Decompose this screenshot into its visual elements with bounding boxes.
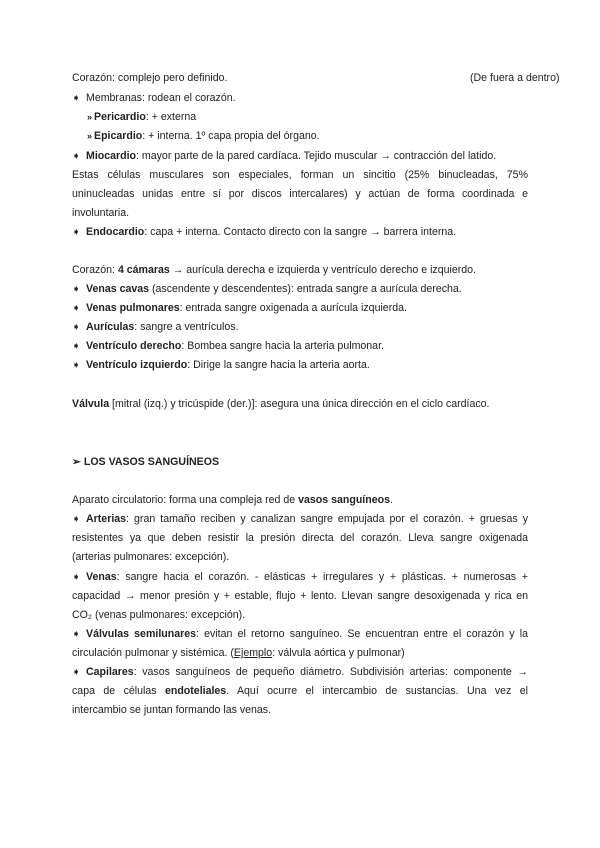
chambers-count: 4 cámaras bbox=[117, 264, 170, 276]
chambers-intro bbox=[72, 264, 528, 277]
bullet-icon: ➧ bbox=[72, 360, 81, 371]
semilunares-item bbox=[72, 628, 528, 641]
pericardio-label: Pericardio bbox=[94, 111, 146, 123]
endocardio-text: : capa + interna. Contacto directo con la sangre → barrera interna. bbox=[144, 226, 457, 238]
item-label: Venas cavas bbox=[86, 283, 150, 295]
list-item bbox=[72, 302, 528, 315]
venas-item bbox=[72, 571, 528, 584]
item-text: : entrada sangre oxigenada a aurícula izquierda. bbox=[179, 302, 407, 314]
bullet-icon: ➧ bbox=[72, 93, 81, 104]
section-heading bbox=[72, 456, 528, 469]
membranas-label: Membranas bbox=[86, 92, 142, 104]
arterias-text: : gran tamaño reciben y canalizan sangre empujada por el corazón. + gruesas y bbox=[126, 513, 528, 525]
miocardio-item bbox=[72, 150, 528, 163]
item-text: : sangre a ventrículos. bbox=[134, 321, 239, 333]
sub-bullet-icon: » bbox=[86, 112, 92, 122]
chambers-intro-c: → aurícula derecha e izquierda y ventrículo derecho e izquierdo. bbox=[169, 264, 476, 276]
bullet-icon: ➧ bbox=[72, 341, 81, 352]
capilares-item bbox=[72, 666, 528, 679]
item-text: : Bombea sangre hacia la arteria pulmonar. bbox=[181, 340, 384, 352]
list-item bbox=[72, 283, 528, 296]
capilares-line-2 bbox=[72, 685, 528, 698]
miocardio-line-4: involuntaria. bbox=[72, 207, 130, 219]
heart-intro-line bbox=[72, 72, 560, 85]
semilunares-line-2c: : válvula aórtica y pulmonar) bbox=[272, 647, 405, 659]
heading-text: LOS VASOS SANGUÍNEOS bbox=[83, 456, 220, 468]
bullet-icon: ➧ bbox=[72, 629, 81, 640]
miocardio-line-2: Estas células musculares son especiales, forman un sincitio (25% binucleadas, 75% bbox=[72, 169, 528, 181]
arterias-item bbox=[72, 513, 528, 526]
semilunares-text: : evitan el retorno sanguíneo. Se encuentran entre el corazón y la bbox=[196, 628, 528, 640]
membranas-item bbox=[72, 92, 528, 105]
venas-line-3: CO₂ (venas pulmonares: excepción). bbox=[72, 609, 246, 621]
arterias-line-3: (arterias pulmonares: excepción). bbox=[72, 551, 230, 563]
semilunares-line-2a: circulación pulmonar y sistémica. ( bbox=[72, 647, 234, 659]
capilares-text: : vasos sanguíneos de pequeño diámetro. Subdivisión arterias: componente → bbox=[133, 666, 528, 678]
miocardio-text: : mayor parte de la pared cardíaca. Tejido muscular → contracción del latido. bbox=[136, 150, 497, 162]
item-text: (ascendente y descendentes): entrada sangre a aurícula derecha. bbox=[149, 283, 462, 295]
bullet-icon: ➧ bbox=[72, 514, 81, 525]
capilares-label: Capilares bbox=[86, 666, 134, 678]
circulatory-intro-a: Aparato circulatorio: forma una compleja red de bbox=[72, 494, 299, 506]
pericardio-text: : + externa bbox=[145, 111, 197, 123]
item-text: : Dirige la sangre hacia la arteria aorta. bbox=[187, 359, 370, 371]
item-label: Venas pulmonares bbox=[86, 302, 180, 314]
sub-bullet-icon: » bbox=[86, 131, 92, 141]
list-item bbox=[72, 340, 528, 353]
bullet-icon: ➧ bbox=[72, 667, 81, 678]
semilunares-line-2 bbox=[72, 647, 528, 660]
heart-intro: Corazón: complejo pero definido. bbox=[72, 72, 228, 84]
item-label: Ventrículo derecho bbox=[86, 340, 182, 352]
miocardio-line-3: uninucleadas unidas entre sí por discos intercalares) y actúan de forma coordinada e bbox=[72, 188, 528, 200]
circulatory-intro-b: vasos sanguíneos bbox=[298, 494, 390, 506]
item-label: Ventrículo izquierdo bbox=[86, 359, 188, 371]
bullet-icon: ➧ bbox=[72, 572, 81, 583]
example-label: Ejemplo bbox=[233, 647, 273, 659]
endocardio-item bbox=[72, 226, 528, 239]
pericardio-item bbox=[72, 111, 528, 124]
valvula-line bbox=[72, 398, 528, 411]
chambers-intro-a: Corazón: bbox=[72, 264, 118, 276]
venas-label: Venas bbox=[86, 571, 117, 583]
semilunares-label: Válvulas semilunares bbox=[86, 628, 196, 640]
arterias-line-2: resistentes ya que deben resistir la presión directa del corazón. Lleva sangre oxigenada bbox=[72, 532, 528, 544]
list-item bbox=[72, 321, 528, 334]
bullet-icon: ➧ bbox=[72, 284, 81, 295]
capilares-line-2c: . Aquí ocurre el intercambio de sustancias. Una vez el bbox=[226, 685, 529, 697]
capilares-line-3: intercambio se juntan formando las venas. bbox=[72, 704, 272, 716]
order-note: (De fuera a dentro) bbox=[470, 72, 560, 84]
arrowhead-icon: ➢ bbox=[72, 456, 81, 468]
arterias-label: Arterias bbox=[86, 513, 127, 525]
epicardio-text: : + interna. 1º capa propia del órgano. bbox=[142, 130, 320, 142]
miocardio-label: Miocardio bbox=[86, 150, 137, 162]
venas-text: : sangre hacia el corazón. - elásticas + irregulares y + plásticas. + numerosas + bbox=[116, 571, 528, 583]
capilares-line-2a: capa de células bbox=[72, 685, 165, 697]
epicardio-label: Epicardio bbox=[94, 130, 143, 142]
bullet-icon: ➧ bbox=[72, 322, 81, 333]
item-label: Aurículas bbox=[86, 321, 135, 333]
bullet-icon: ➧ bbox=[72, 151, 81, 162]
membranas-text: : rodean el corazón. bbox=[141, 92, 236, 104]
endocardio-label: Endocardio bbox=[86, 226, 145, 238]
bullet-icon: ➧ bbox=[72, 227, 81, 238]
circulatory-intro-c: . bbox=[389, 494, 393, 506]
circulatory-intro bbox=[72, 494, 528, 507]
endoteliales-term: endoteliales bbox=[164, 685, 227, 697]
bullet-icon: ➧ bbox=[72, 303, 81, 314]
list-item bbox=[72, 359, 528, 372]
venas-line-2: capacidad → menor presión y + estable, flujo + lento. Llevan sangre desoxigenada y rica en bbox=[72, 590, 528, 602]
valvula-text: [mitral (izq.) y tricúspide (der.)]: asegura una única dirección en el ciclo cardíaco. bbox=[109, 398, 490, 410]
valvula-label: Válvula bbox=[72, 398, 110, 410]
epicardio-item bbox=[72, 130, 528, 143]
